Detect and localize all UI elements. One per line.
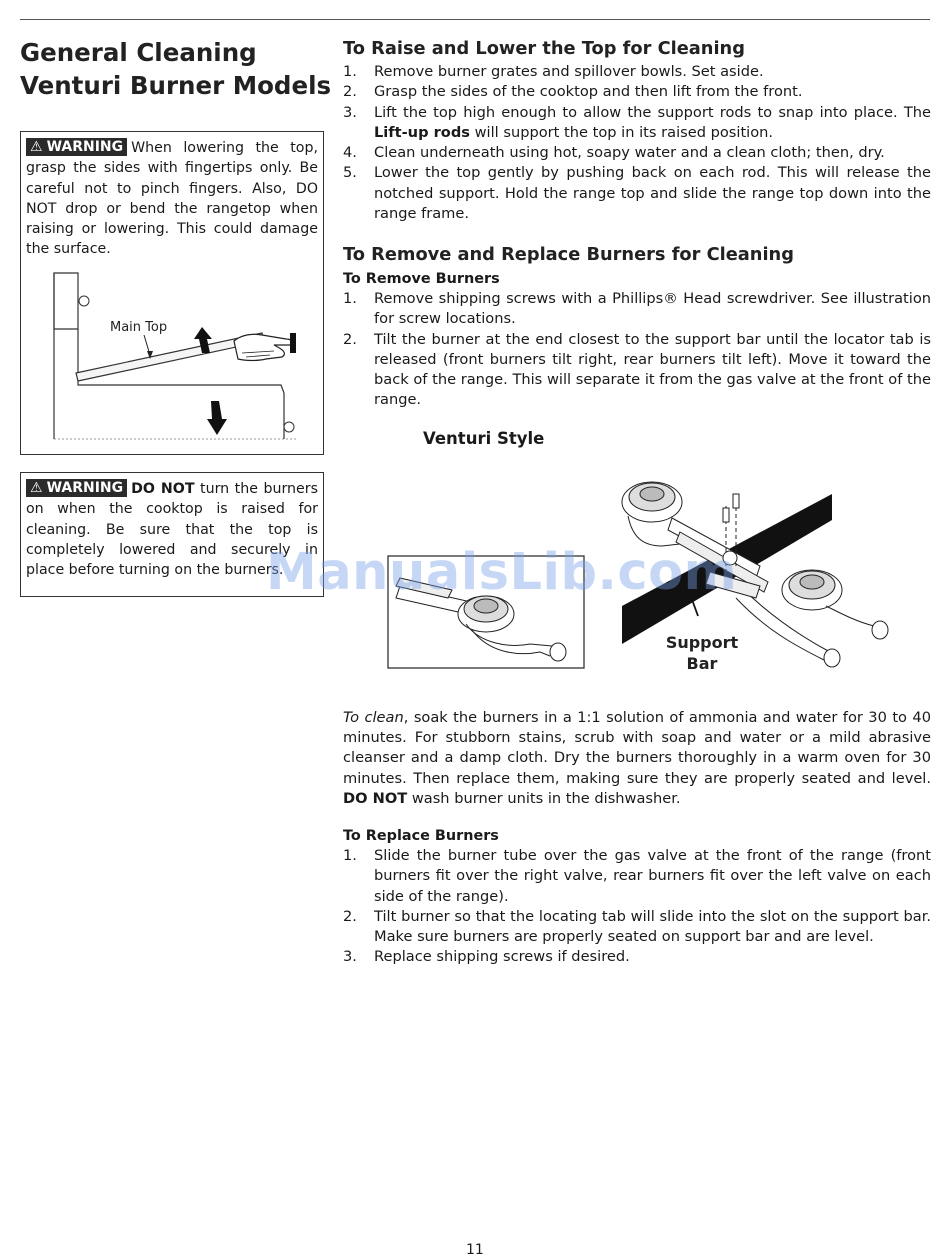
main-top-label: Main Top	[110, 320, 168, 335]
venturi-style-caption: Venturi Style	[423, 429, 545, 448]
warning-box-lowering	[20, 131, 324, 455]
cleaning-paragraph: To clean, soak the burners in a 1:1 solution of ammonia and water for 30 to 40 minutes. For stubborn stains, scrub with soap and water or a mild abrasive cleanser and a damp cloth. Dry the burners thoroughly in a warm oven for 30 minutes. Then replace them, making sure they are properly seated and level. DO NOT wash burner units in the dishwasher.	[343, 709, 931, 807]
cleaning-paragraph-block	[343, 708, 931, 809]
support-bar-label-line1: Support	[665, 633, 739, 652]
list-item: 4. Clean underneath using hot, soapy water and a clean cloth; then, dry.	[343, 144, 885, 162]
warning-badge: ⚠ WARNING	[26, 138, 127, 156]
support-bar-label-line2: Bar	[686, 654, 718, 673]
replace-burners-steps	[343, 846, 931, 968]
list-item: 1. Remove shipping screws with a Phillips® Head screwdriver. See illustration for screw locations.	[343, 290, 931, 328]
top-rule	[20, 19, 930, 20]
down-arrow-icon	[207, 401, 227, 435]
warning-triangle-icon: ⚠	[30, 480, 43, 496]
list-item: 3. Replace shipping screws if desired.	[343, 948, 630, 966]
list-item: 5. Lower the top gently by pushing back on each rod. This will release the notched support. Hold the range top and slide the range top down into the range frame.	[343, 164, 931, 223]
raise-lower-section	[343, 38, 931, 224]
list-item: 3. Lift the top high enough to allow the support rods to snap into place. The Lift-up rods will support the top in its raised position.	[343, 103, 931, 141]
warning-burners-text: ⚠ WARNING DO NOT turn the burners on when the cooktop is raised for cleaning. Be sure that the top is completely lowered and securely in place before turning on the burners.	[26, 480, 318, 579]
replace-burners-subheading: To Replace Burners	[343, 828, 499, 844]
watermark: ManualsLib.com	[266, 543, 738, 602]
warning-triangle-icon: ⚠	[30, 139, 43, 155]
list-item: 2. Tilt burner so that the locating tab will slide into the slot on the support bar. Make sure burners are properly seated on support bar and are level.	[343, 907, 931, 946]
list-item: 1. Slide the burner tube over the gas valve at the front of the range (front burners fit over the right valve, rear burners fit over the left valve on each side of the range).	[343, 847, 931, 905]
raise-lower-steps	[343, 62, 931, 224]
raise-top-illustration	[26, 269, 318, 451]
remove-replace-section	[343, 244, 931, 411]
warning-badge: ⚠ WARNING	[26, 479, 127, 497]
list-item: 2. Tilt the burner at the end closest to the support bar until the locator tab is released (front burners tilt right, rear burners tilt left). Move it toward the back of the range. This will separate it from the gas valve at the front of the range.	[343, 330, 931, 409]
remove-burners-subheading: To Remove Burners	[343, 271, 500, 287]
page-title	[20, 36, 330, 102]
page-number: 11	[466, 1242, 484, 1258]
raise-lower-heading: To Raise and Lower the Top for Cleaning	[343, 38, 745, 59]
remove-burners-steps	[343, 289, 931, 411]
remove-replace-heading: To Remove and Replace Burners for Cleaning	[343, 244, 794, 265]
replace-burners-section	[343, 826, 931, 968]
list-item: 2. Grasp the sides of the cooktop and then lift from the front.	[343, 83, 803, 101]
warning-lowering-text: ⚠ WARNING When lowering the top, grasp the sides with fingertips only. Be careful not to pinch fingers. Also, DO NOT drop or bend the rangetop when raising or lowering. This could damage the surface.	[26, 139, 318, 258]
list-item: 1. Remove burner grates and spillover bowls. Set aside.	[343, 63, 764, 80]
page-title-line1: General Cleaning	[20, 38, 257, 67]
page-title-line2: Venturi Burner Models	[20, 71, 332, 100]
